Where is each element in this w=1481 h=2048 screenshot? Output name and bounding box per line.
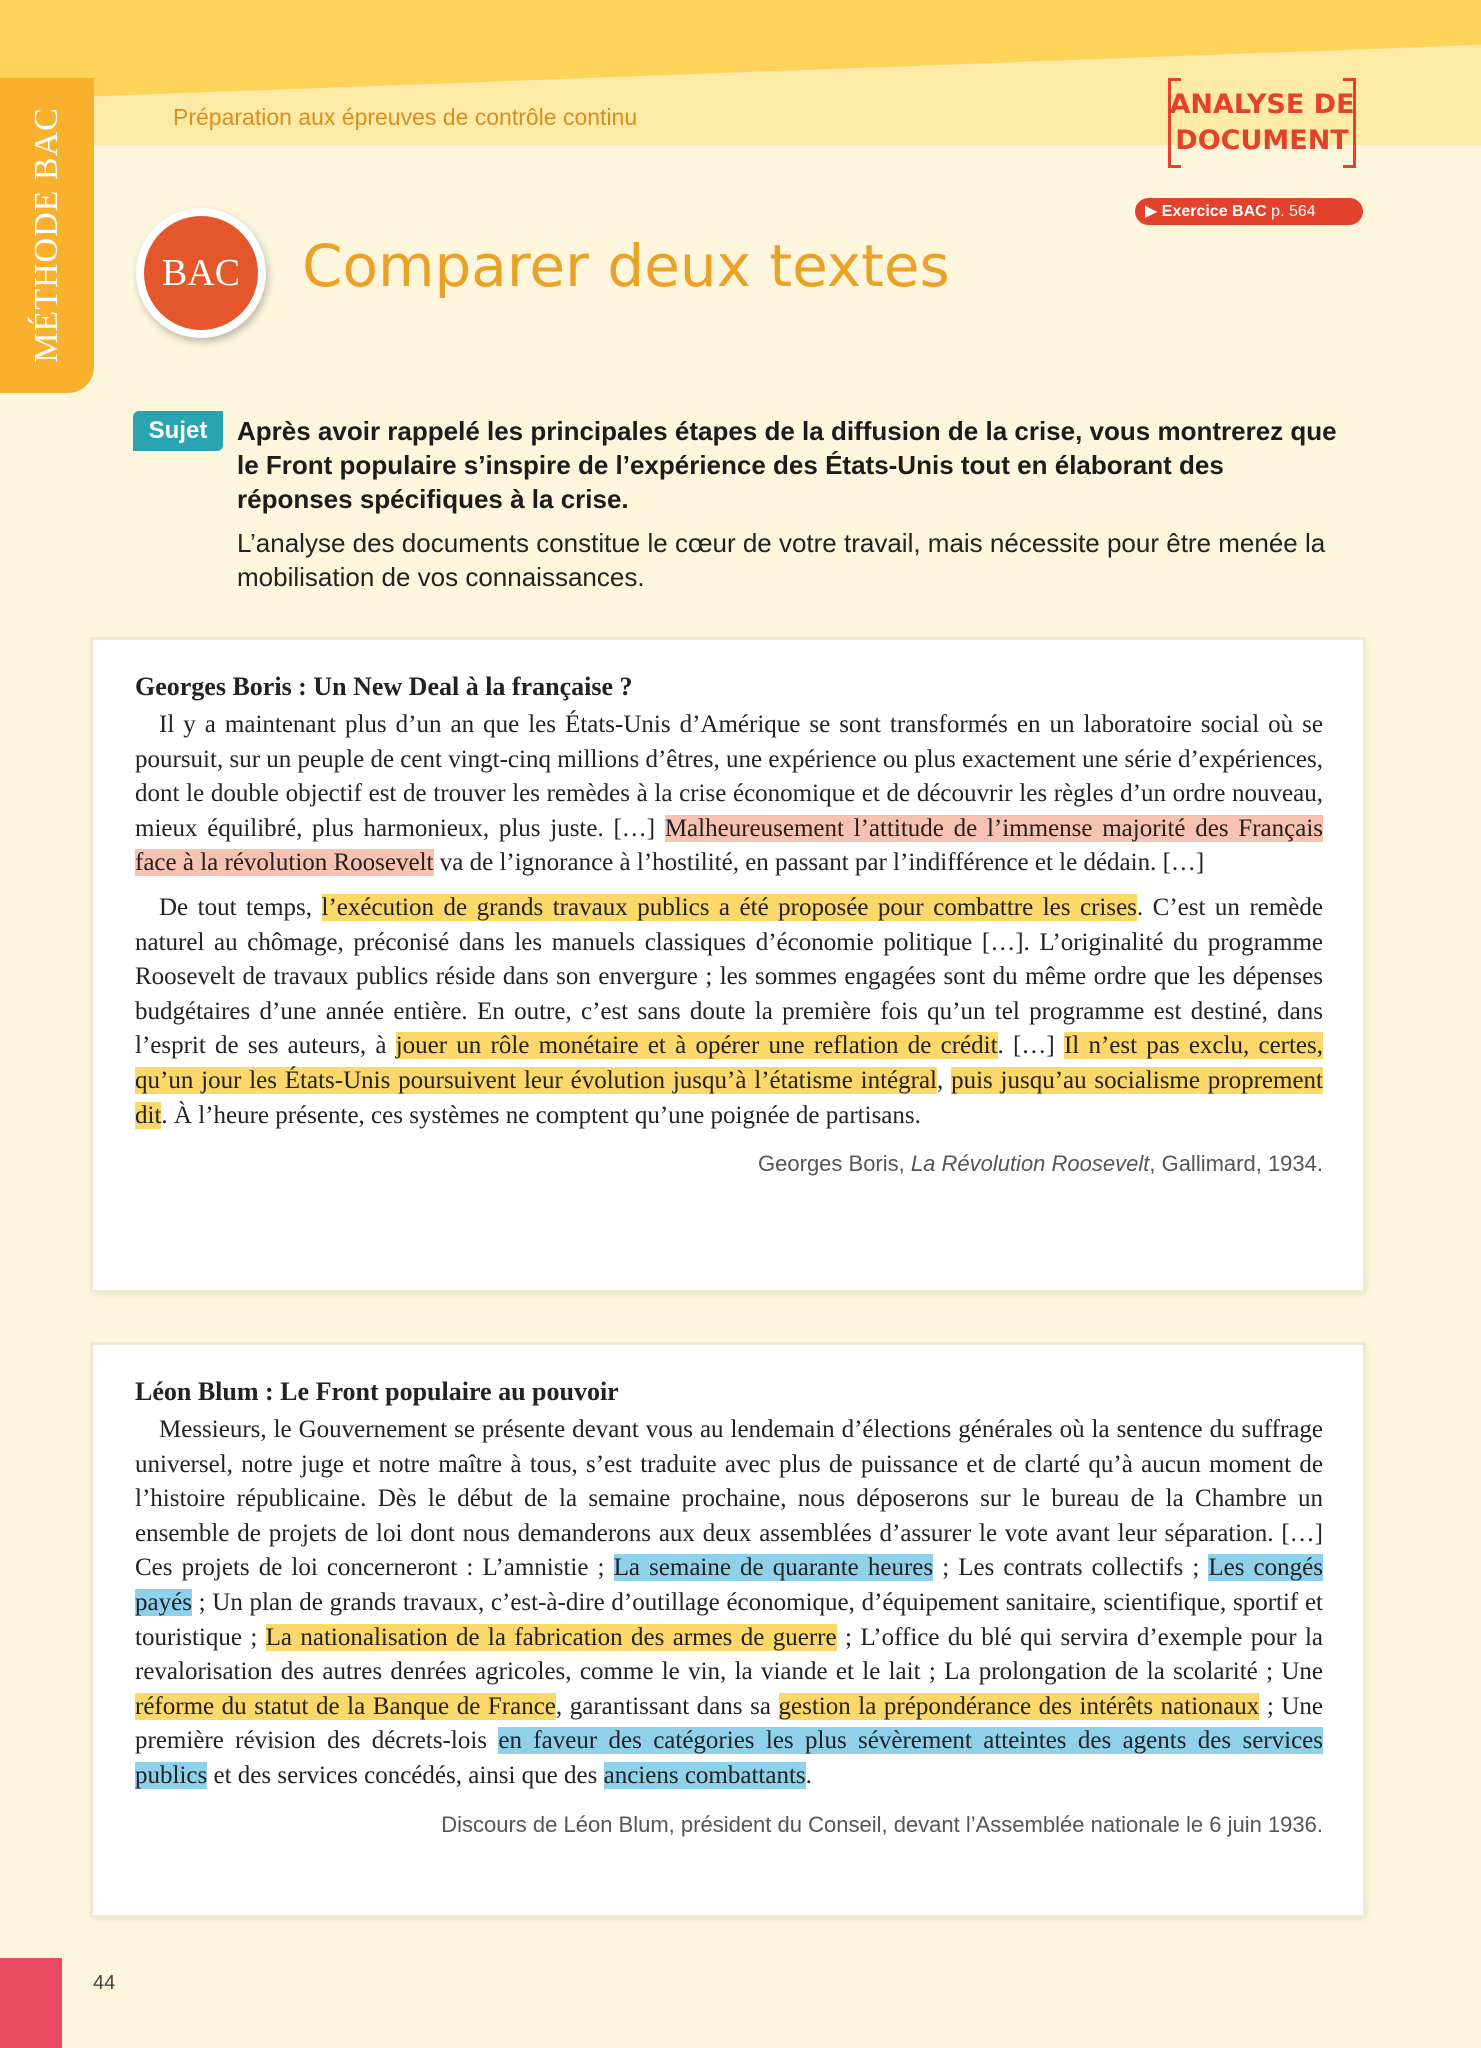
exercise-page: p. 564 [1271,203,1316,220]
doc2-highlight-yellow: réforme du statut de la Banque de France [135,1692,556,1720]
doc2-highlight-blue: anciens combattants [603,1761,806,1789]
doc1-source-title: La Révolution Roosevelt [910,1151,1150,1177]
doc2-highlight-blue: en faveur des catégories les plus sévèrement atteintes des agents des services publics [135,1727,1323,1789]
doc1-source-publisher: , Gallimard, 1934. [1149,1151,1323,1177]
document-card-boris [93,640,1363,1290]
exercise-label: Exercice BAC [1161,203,1267,220]
doc1-source [135,1147,1323,1182]
doc2-highlight-yellow: La nationalisation de la fabrication des armes de guerre [265,1623,837,1651]
page-title: Comparer deux textes [302,232,950,300]
page-corner-marker [0,1958,62,2048]
doc1-text: va de l’ignorance à l’hostilité, en passant par l’indifférence et le dédain. […] [433,849,1205,877]
doc1-text: De tout temps, [159,893,322,921]
doc2-text: ; Un plan de grands travaux, c’est-à-dire d’outillage économique, d’équipement sanitaire, scientifique, sportif et touristique ; [135,1588,1323,1651]
doc1-highlight-yellow: l’exécution de grands travaux publics a été proposée pour combattre les crises [321,893,1137,921]
document-card-blum [93,1345,1363,1915]
sujet-label: Sujet [133,411,223,451]
doc1-paragraph-1 [135,708,1323,881]
doc2-text: , garantissant dans sa [555,1692,779,1720]
doc1-text: . C’est un remède naturel au chômage, préconisé dans les manuels classiques d’économie politique […]. L’originalité du programme Roosevelt de travaux publics réside dans son envergure ; les sommes engagées sont du même ordre que les dépenses budgétaires d’une année entière. En outre, c’est sans doute la première fois qu’un tel programme est destiné, dans l’esprit de ses auteurs, à [135,893,1323,1060]
sujet-note: L’analyse des documents constitue le cœur de votre travail, mais nécessite pour être menée la mobilisation de vos connaissances. [237,528,1326,592]
tag-line-1: ANALYSE DE [1169,89,1355,120]
doc1-highlight-yellow: puis jusqu’au socialisme proprement dit [135,1066,1324,1129]
doc2-text: ; Les contrats collectifs ; [933,1554,1209,1582]
play-icon: ▶ [1145,203,1158,220]
doc1-source-author: Georges Boris, [758,1151,911,1177]
tag-line-2: DOCUMENT [1175,125,1349,156]
doc2-highlight-yellow: gestion la prépondérance des intérêts nationaux [778,1692,1260,1720]
exercise-link[interactable] [1135,198,1363,225]
doc2-heading: Léon Blum : Le Front populaire au pouvoir [135,1377,619,1406]
doc1-text: , [937,1066,952,1094]
doc2-highlight-blue: Les congés payés [135,1554,1323,1616]
side-tab-label: MÉTHODE BAC [28,107,65,363]
doc2-source: Discours de Léon Blum, président du Conseil, devant l’Assemblée nationale le 6 juin 1936. [441,1811,1323,1837]
doc1-text: Il y a maintenant plus d’un an que les États-Unis d’Amérique se sont transformés en un laboratoire social où se poursuit, sur un peuple de cent vingt-cinq millions d’êtres, une expérience ou plus exactement une série d’expériences, dont le double objectif est de trouver les remèdes à la crise économique et de découvrir les règles d’un ordre nouveau, mieux équilibré, plus harmonieux, plus juste. […] [135,711,1323,842]
doc2-text: . [805,1761,812,1789]
doc2-text: et des services concédés, ainsi que des [207,1761,604,1789]
preparation-subtitle: Préparation aux épreuves de contrôle continu [173,104,638,130]
page-number: 44 [93,1972,116,1994]
doc1-highlight-yellow: Il n’est pas exclu, certes, qu’un jour les États-Unis poursuivent leur évolution jusqu’à l’étatisme intégral [135,1032,1324,1094]
bac-badge: BAC [144,216,258,330]
doc1-heading: Georges Boris : Un New Deal à la française ? [135,672,633,701]
doc2-text: ; Une première révision des décrets-lois [135,1692,1324,1755]
sujet-question: Après avoir rappelé les principales étapes de la diffusion de la crise, vous montrerez que le Front populaire s’inspire de l’expérience des États-Unis tout en élaborant des réponses spécifiques à la crise. [237,416,1337,514]
doc1-text: . […] [997,1032,1064,1060]
doc1-highlight-yellow: jouer un rôle monétaire et à opérer une reflation de crédit [395,1032,998,1060]
doc1-text: . À l’heure présente, ces systèmes ne comptent qu’une poignée de partisans. [161,1101,921,1129]
doc2-highlight-blue: La semaine de quarante heures [613,1554,934,1582]
doc2-text: Messieurs, le Gouvernement se présente devant vous au lendemain d’élections générales où la sentence du suffrage universel, notre juge et notre maître à tous, s’est traduite avec plus de puissance et de clarté qu’à aucun moment de l’histoire républicaine. Dès le début de la semaine prochaine, nous déposerons sur le bureau de la Chambre un ensemble de projets de loi dont nous demanderons aux deux assemblées d’assurer le vote avant leur séparation. […] Ces projets de loi concerneront : L’amnistie ; [135,1416,1323,1582]
doc2-text: ; L’office du blé qui servira d’exemple pour la revalorisation des autres denrées agricoles, comme le vin, la viande et le lait ; La prolongation de la scolarité ; Une [135,1623,1323,1686]
document-analysis-tag [1168,78,1356,168]
doc2-paragraph [135,1413,1323,1794]
doc1-paragraph-2 [135,891,1323,1133]
doc1-highlight-red: Malheureusement l’attitude de l’immense majorité des Français face à la révolution Roosevelt [135,814,1323,877]
